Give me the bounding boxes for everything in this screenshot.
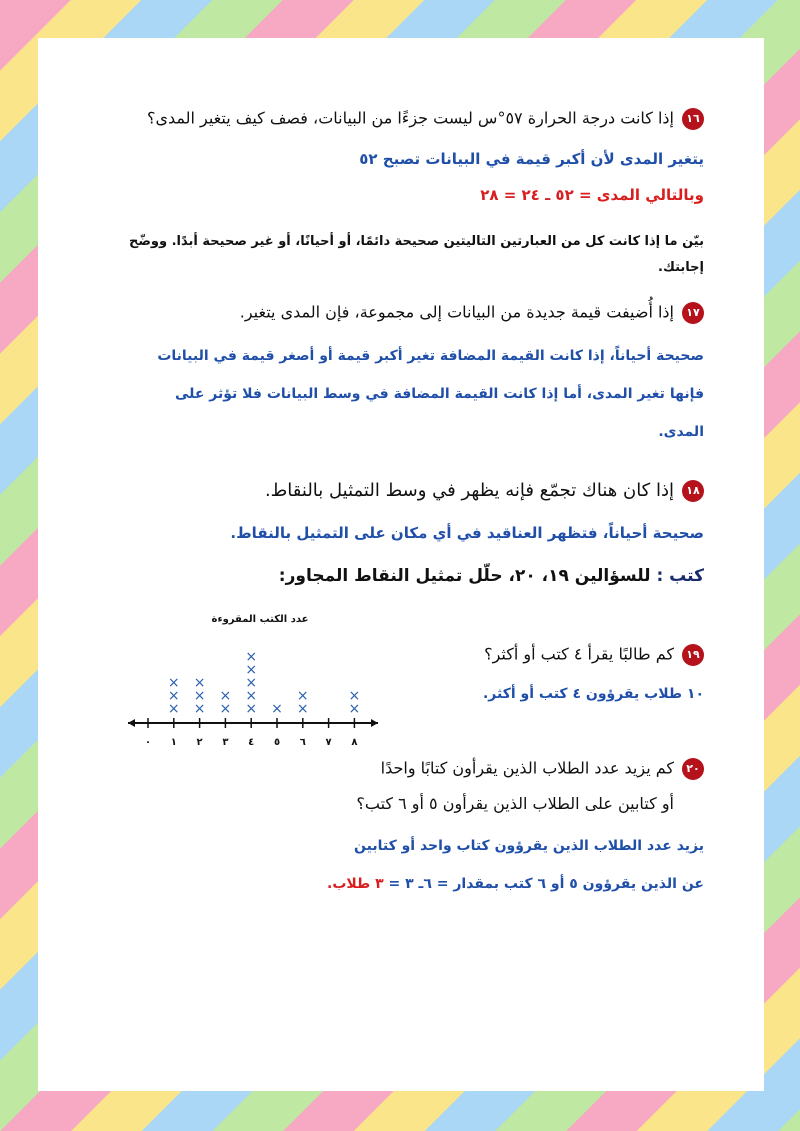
question-16-text: إذا كانت درجة الحرارة ٥٧°س ليست جزءًا من البيانات، فصف كيف يتغير المدى؟ — [146, 108, 674, 128]
data-point-x-mark: × — [167, 688, 180, 704]
data-point-x-mark: × — [167, 701, 180, 717]
tick-label: ١ — [170, 737, 177, 748]
instruction-line2: إجابتك. — [658, 260, 704, 275]
tick-label: ٥ — [273, 737, 281, 748]
question-18 — [265, 480, 704, 502]
tick-label: ٤ — [248, 737, 255, 748]
data-point-x-mark: × — [193, 701, 206, 717]
chart-axis — [128, 718, 378, 728]
tick-label: ٠ — [144, 737, 152, 748]
kataba-heading — [279, 566, 704, 586]
answer-16-line1: يتغير المدى لأن أكبر قيمة في البيانات تصبح ٥٢ — [359, 150, 704, 168]
tick-label: ٧ — [325, 737, 332, 748]
data-point-x-mark: × — [193, 675, 206, 691]
question-17-text: إذا أُضيفت قيمة جديدة من البيانات إلى مجموعة، فإن المدى يتغير. — [239, 302, 674, 322]
data-point-x-mark: × — [245, 675, 258, 691]
question-number-19: ١٩ — [682, 644, 704, 666]
data-point-x-mark: × — [296, 688, 309, 704]
question-number-17: ١٧ — [682, 302, 704, 324]
data-point-x-mark: × — [245, 688, 258, 704]
question-number-16: ١٦ — [682, 108, 704, 130]
instruction-line1: بيّن ما إذا كانت كل من العبارتين التاليتين صحيحة دائمًا، أو أحيانًا، أو غير صحيحة أبدًا. ووضّح — [129, 234, 704, 249]
answer-19: ١٠ طلاب يقرؤون ٤ كتب أو أكثر. — [482, 686, 704, 702]
data-point-x-mark: × — [348, 688, 361, 704]
data-point-x-mark: × — [296, 701, 309, 717]
kataba-text: للسؤالين ١٩، ٢٠، حلّل تمثيل النقاط المجاور: — [278, 566, 651, 586]
tick-label: ٣ — [222, 737, 229, 748]
kataba-label: كتب : — [656, 566, 704, 586]
tick-label: ٢ — [196, 737, 203, 748]
question-16 — [147, 108, 704, 130]
chart-tick-labels — [145, 737, 358, 748]
tick-label: ٦ — [299, 737, 306, 748]
data-point-x-mark: × — [219, 701, 232, 717]
answer-20-line2-main: عن الذين يقرؤون ٥ أو ٦ كتب بمقدار = ٦ـ ٣ = — [383, 876, 704, 892]
question-number-18: ١٨ — [682, 480, 704, 502]
answer-20-line2-red: ٣ طلاب. — [327, 876, 384, 892]
answer-17-line3: المدى. — [658, 424, 704, 440]
worksheet-page — [38, 38, 764, 1091]
data-point-x-mark: × — [219, 688, 232, 704]
answer-20-line2 — [327, 876, 704, 892]
number-line-left-arrow — [128, 719, 135, 727]
line-plot-chart — [126, 608, 386, 758]
answer-16-line2: وبالتالي المدى = ٥٢ ـ ٢٤ = ٢٨ — [480, 186, 704, 204]
number-line-right-arrow — [371, 719, 378, 727]
question-19 — [484, 644, 704, 666]
data-point-x-mark: × — [193, 688, 206, 704]
data-point-x-mark: × — [167, 675, 180, 691]
data-point-x-mark: × — [348, 701, 361, 717]
question-20-text-line2: أو كتابين على الطلاب الذين يقرأون ٥ أو ٦ كتب؟ — [356, 794, 674, 813]
data-point-x-mark: × — [245, 701, 258, 717]
data-point-x-mark: × — [245, 662, 258, 678]
question-20 — [381, 758, 704, 780]
question-17 — [240, 302, 704, 324]
tick-label: ٨ — [351, 737, 358, 748]
chart-title: عدد الكتب المقروءة — [211, 614, 309, 625]
answer-17-line2: فإنها تغير المدى، أما إذا كانت القيمة المضافة في وسط البيانات فلا تؤثر على — [174, 386, 704, 402]
data-point-x-mark: × — [271, 701, 283, 717]
chart-marks — [168, 649, 360, 717]
answer-17-line1: صحيحة أحياناً، إذا كانت القيمة المضافة تغير أكبر قيمة أو أصغر قيمة في البيانات — [157, 348, 704, 364]
answer-20-line1: يزيد عدد الطلاب الذين يقرؤون كتاب واحد أو كتابين — [354, 838, 704, 854]
question-number-20: ٢٠ — [682, 758, 704, 780]
answer-18: صحيحة أحياناً، فتظهر العناقيد في أي مكان على التمثيل بالنقاط. — [230, 524, 704, 542]
question-20-text-line1: كم يزيد عدد الطلاب الذين يقرأون كتابًا واحدًا — [380, 758, 674, 778]
data-point-x-mark: × — [245, 649, 258, 665]
question-19-text: كم طالبًا يقرأ ٤ كتب أو أكثر؟ — [484, 644, 674, 664]
question-18-text: إذا كان هناك تجمّع فإنه يظهر في وسط التمثيل بالنقاط. — [264, 480, 674, 501]
